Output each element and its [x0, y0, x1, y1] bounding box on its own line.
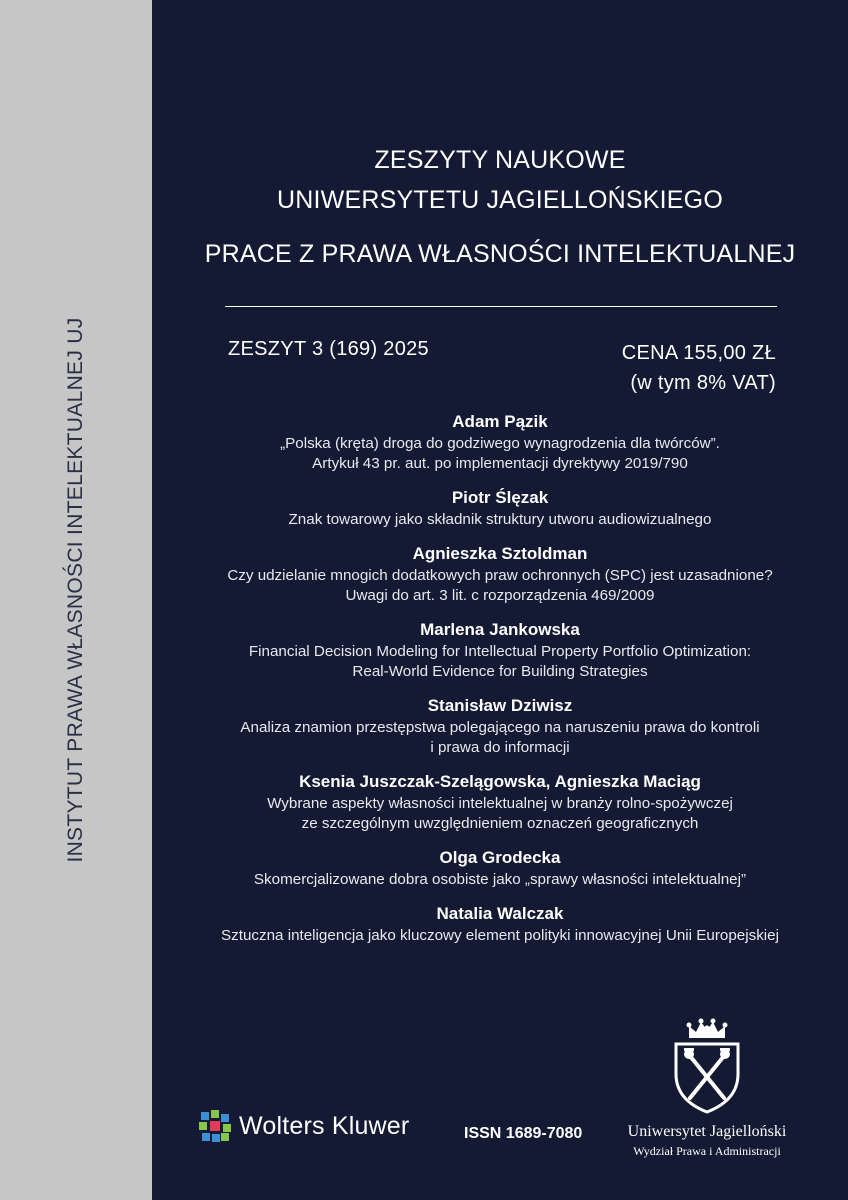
entry-author: Olga Grodecka — [439, 848, 561, 867]
wolters-kluwer-logo-icon — [197, 1108, 233, 1144]
contents-entry — [152, 618, 848, 682]
entry-title-line: Financial Decision Modeling for Intellectual Property Portfolio Optimization: — [248, 643, 752, 660]
series-line-1: ZESZYTY NAUKOWE — [374, 146, 626, 174]
contents-entry — [152, 902, 848, 946]
entry-title-line: Czy udzielanie mnogich dodatkowych praw ochronnych (SPC) jest uzasadnione? — [227, 567, 773, 584]
contents-entry — [152, 486, 848, 530]
entry-title-line: Artykuł 43 pr. aut. po implementacji dyrektywy 2019/790 — [312, 455, 688, 472]
department-name: Wydział Prawa i Administracji — [633, 1144, 781, 1158]
entry-author: Agnieszka Sztoldman — [412, 544, 588, 563]
university-name: Uniwersytet Jagielloński — [627, 1123, 787, 1140]
entry-title-line: Skomercjalizowane dobra osobiste jako „sprawy własności intelektualnej” — [253, 871, 747, 888]
entry-author: Ksenia Juszczak-Szelągowska, Agnieszka Maciąg — [299, 772, 701, 791]
entry-author: Marlena Jankowska — [420, 620, 580, 639]
entry-title-line: i prawa do informacji — [430, 739, 570, 756]
price-block — [622, 338, 776, 398]
table-of-contents — [152, 410, 848, 958]
contents-entry — [152, 694, 848, 758]
contents-entry — [152, 542, 848, 606]
issn: ISSN 1689-7080 — [464, 1125, 583, 1142]
entry-title-line: Znak towarowy jako składnik struktury utworu audiowizualnego — [288, 511, 712, 528]
contents-entry — [152, 846, 848, 890]
university-logo — [612, 1016, 802, 1159]
entry-title-line: ze szczególnym uwzględnieniem oznaczeń geograficznych — [301, 815, 699, 832]
series-title — [152, 140, 848, 274]
entry-title-line: Real-World Evidence for Building Strategies — [352, 663, 648, 680]
contents-entry — [152, 410, 848, 474]
vat-note: (w tym 8% VAT) — [630, 372, 776, 394]
contents-entry — [152, 770, 848, 834]
entry-author: Stanisław Dziwisz — [427, 696, 573, 715]
spine — [0, 0, 152, 1200]
entry-author: Adam Pązik — [452, 412, 548, 431]
price: CENA 155,00 ZŁ — [621, 342, 776, 364]
entry-author: Natalia Walczak — [436, 904, 564, 923]
cover-main — [152, 0, 848, 1200]
publisher-logo — [197, 1108, 409, 1144]
entry-author: Piotr Ślęzak — [451, 488, 549, 507]
series-line-3: PRACE Z PRAWA WŁASNOŚCI INTELEKTUALNEJ — [204, 240, 796, 268]
spine-text: INSTYTUT PRAWA WŁASNOŚCI INTELEKTUALNEJ UJ — [64, 317, 87, 863]
entry-title-line: „Polska (kręta) droga do godziwego wynagrodzenia dla twórców”. — [280, 435, 720, 452]
uj-coat-of-arms-icon — [662, 1016, 752, 1116]
entry-title-line: Analiza znamion przestępstwa polegającego na naruszeniu prawa do kontroli — [240, 719, 760, 736]
divider — [225, 306, 777, 307]
entry-title-line: Wybrane aspekty własności intelektualnej w branży rolno-spożywczej — [267, 795, 733, 812]
series-line-2: UNIWERSYTETU JAGIELLOŃSKIEGO — [277, 186, 723, 214]
entry-title-line: Sztuczna inteligencja jako kluczowy element polityki innowacyjnej Unii Europejskiej — [221, 927, 779, 944]
issue-label: ZESZYT 3 (169) 2025 — [228, 338, 429, 360]
publisher-name: Wolters Kluwer — [239, 1111, 410, 1140]
entry-title-line: Uwagi do art. 3 lit. c rozporządzenia 469/2009 — [345, 587, 655, 604]
